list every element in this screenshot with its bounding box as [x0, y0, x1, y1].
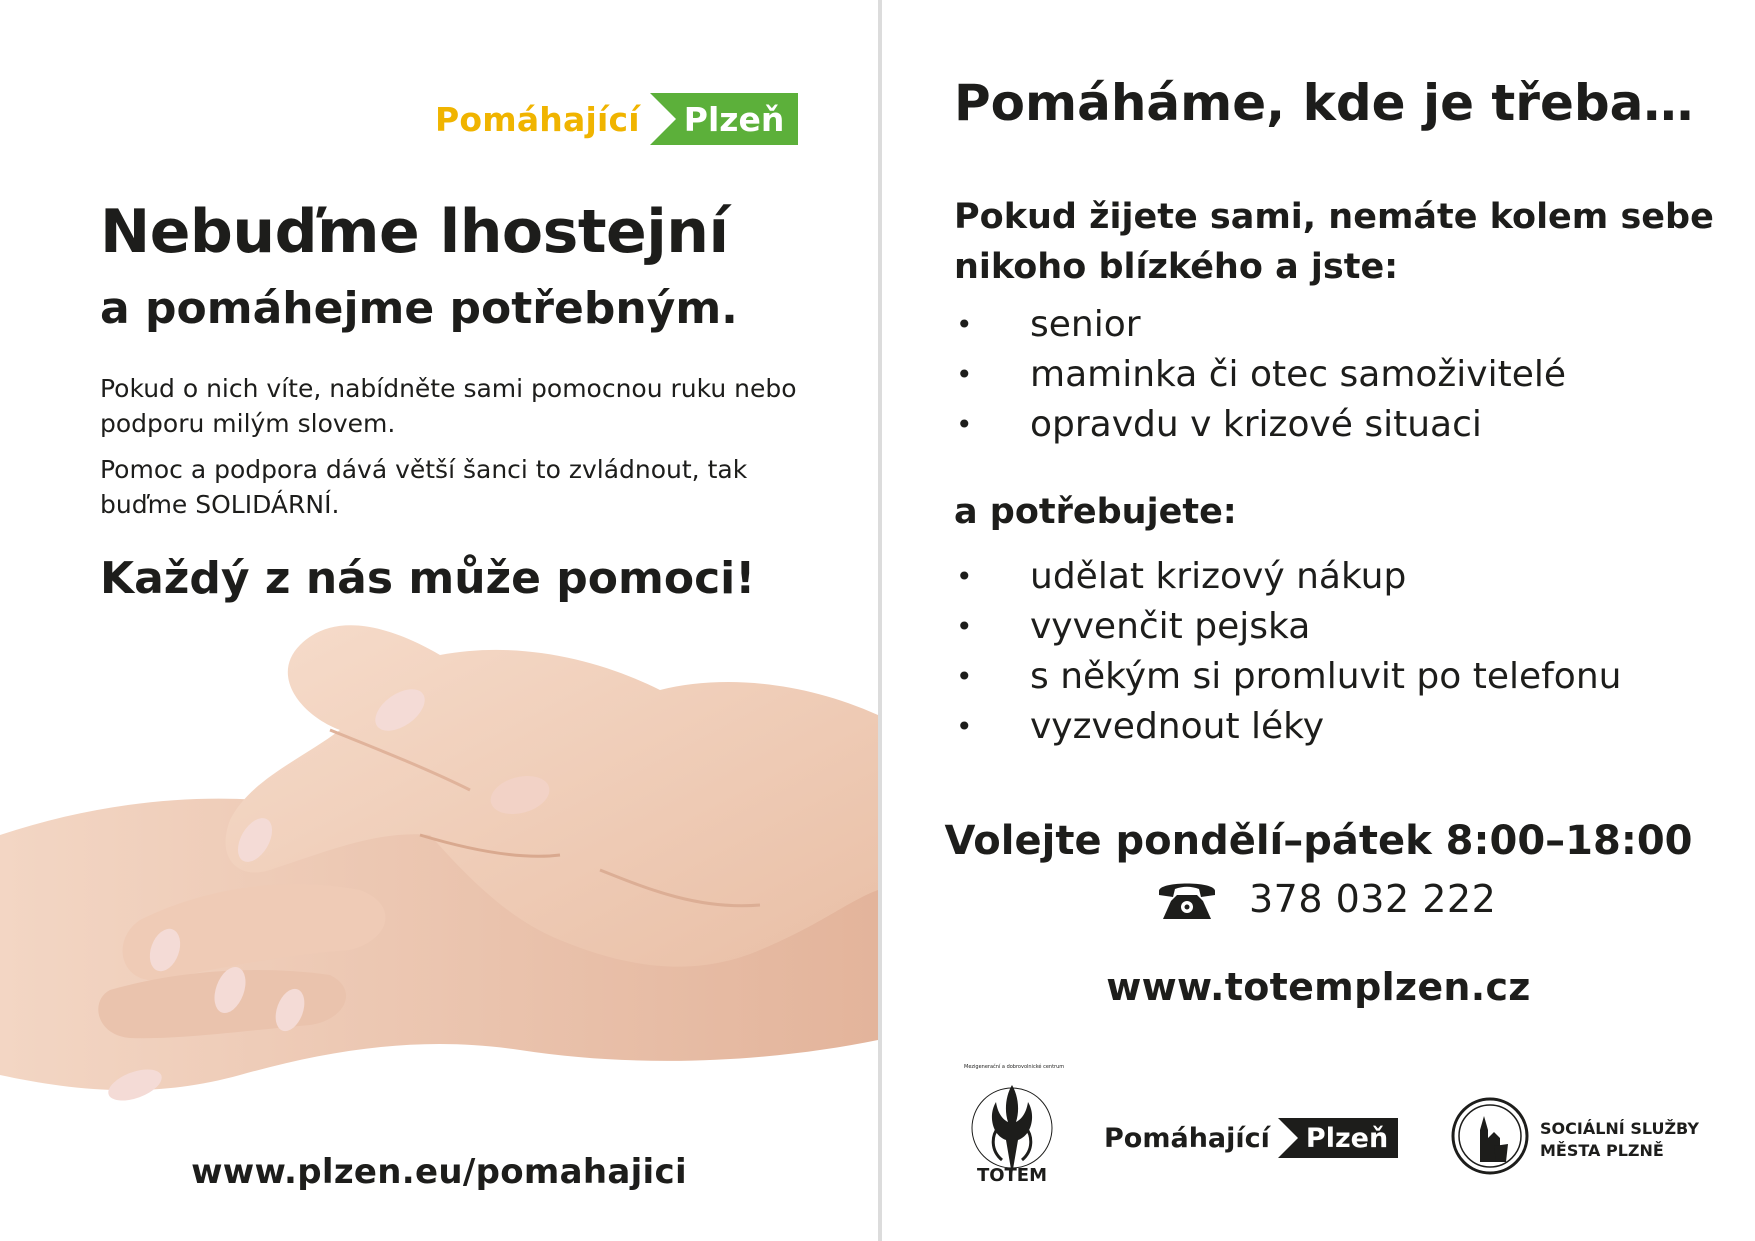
list-item: • vyvenčit pejska [954, 602, 1621, 652]
logo-word: Pomáhající [435, 99, 640, 139]
headline: Nebuďme lhostejní [100, 197, 729, 267]
list-item: • opravdu v krizové situaci [954, 400, 1566, 450]
socialni-sluzby-seal-icon [1450, 1096, 1530, 1176]
phone-number[interactable]: 378 032 222 [1249, 877, 1497, 921]
bullet-icon: • [956, 358, 973, 391]
totem-label: TOTEM [976, 1165, 1048, 1186]
intro-text: Pokud žijete sami, nemáte kolem sebe nikoho blízkého a jste: [954, 197, 1714, 287]
who-list [954, 300, 1566, 450]
list-item: • s někým si promluvit po telefonu [954, 652, 1621, 702]
needs-list [954, 552, 1621, 752]
phone-icon [1155, 875, 1219, 923]
bullet-icon: • [956, 308, 973, 341]
plzen-url-link[interactable]: www.plzen.eu/pomahajici [191, 1152, 687, 1192]
socialni-sluzby-text: SOCIÁLNÍ SLUŽBY MĚSTA PLZNĚ [1540, 1119, 1699, 1160]
subheadline: a pomáhejme potřebným. [100, 283, 738, 334]
call-hours: Volejte pondělí–pátek 8:00–18:00 [944, 818, 1693, 864]
right-headline: Pomáháme, kde je třeba… [954, 74, 1694, 132]
footer-logo-tag: Plzeň [1278, 1118, 1398, 1158]
hands-photo [0, 620, 878, 1140]
need-heading: a potřebujete: [954, 492, 1237, 532]
totem-ring-text: Mezigenerační a dobrovolnické centrum [964, 1064, 1065, 1070]
pomahajici-plzen-logo [435, 92, 798, 146]
footer-logo-word: Pomáhající [1104, 1122, 1270, 1154]
bullet-icon: • [956, 408, 973, 441]
paragraph-2: Pomoc a podpora dává větší šanci to zvládnout, tak buďme SOLIDÁRNÍ. [100, 455, 748, 519]
phone-line [1155, 875, 1496, 923]
list-item: • vyzvednout léky [954, 702, 1621, 752]
paragraph-1: Pokud o nich víte, nabídněte sami pomocnou ruku nebo podporu milým slovem. [100, 374, 797, 438]
bullet-icon: • [956, 610, 973, 643]
callout: Každý z nás může pomoci! [100, 553, 756, 604]
logo-tag: Plzeň [650, 93, 799, 145]
totem-website-link[interactable]: www.totemplzen.cz [1106, 965, 1531, 1009]
bullet-icon: • [956, 710, 973, 743]
list-item: • udělat krizový nákup [954, 552, 1621, 602]
list-item: • senior [954, 300, 1566, 350]
bullet-icon: • [956, 660, 973, 693]
list-item: • maminka či otec samoživitelé [954, 350, 1566, 400]
right-panel [882, 0, 1755, 1241]
bullet-icon: • [956, 560, 973, 593]
pomahajici-plzen-footer-logo [1104, 1117, 1398, 1159]
